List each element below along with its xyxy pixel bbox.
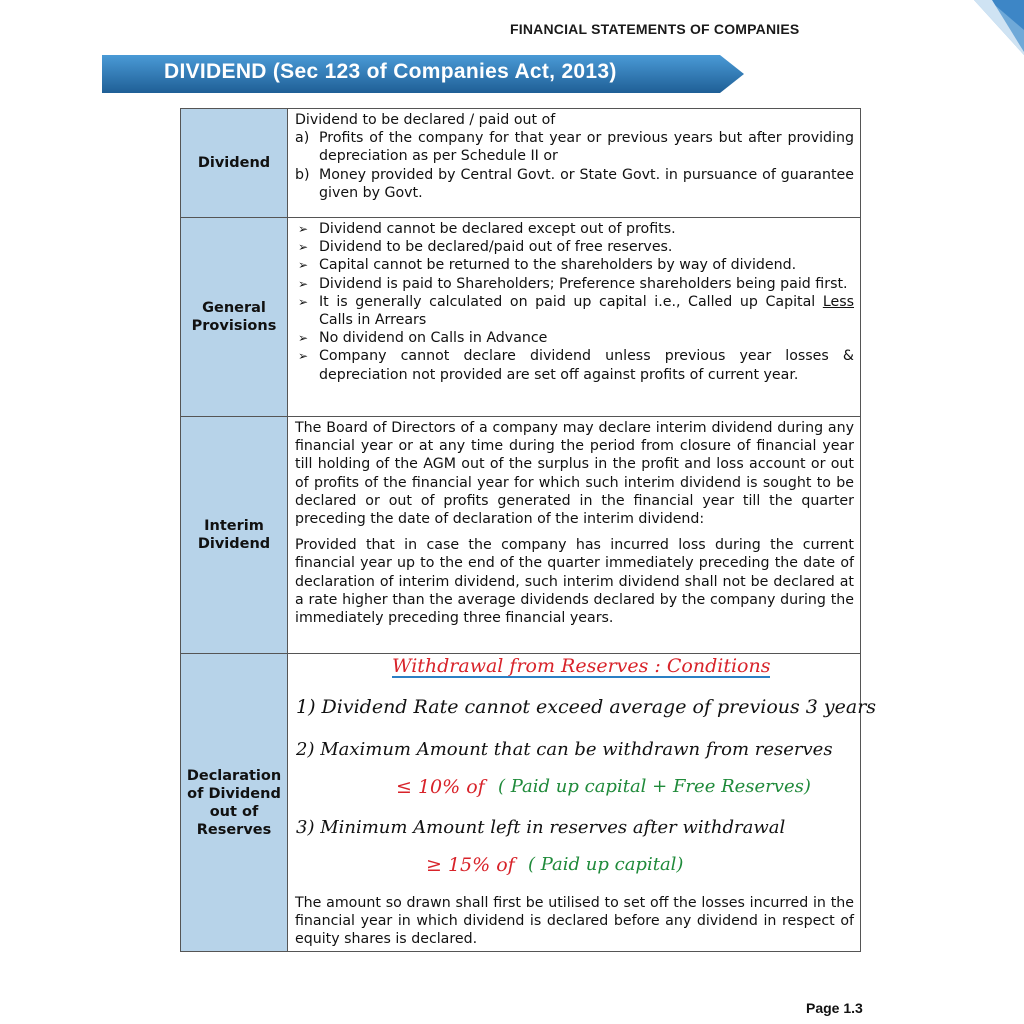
paragraph: Provided that in case the company has incurred loss during the current financial year up to the end of the quarter immediately preceding the date of declaration of interim dividend, such interim dividend shall not be declared at a rate higher than the average dividends declared by the company during the immediately preceding three financial years. bbox=[295, 537, 854, 627]
list-item: ➢ Company cannot declare dividend unless previous year losses & depreciation not provided are set off against profits of current year. bbox=[298, 348, 854, 383]
row-label: General Provisions bbox=[181, 218, 288, 417]
corner-decoration bbox=[864, 0, 1024, 60]
list-item: ➢ It is generally calculated on paid up capital i.e., Called up Capital Less Calls in Arrears bbox=[298, 293, 854, 329]
table-row bbox=[181, 218, 861, 417]
table-row bbox=[181, 417, 861, 654]
table-row bbox=[181, 654, 861, 952]
list-item: b) Money provided by Central Govt. or State Govt. in pursuance of guarantee given by Govt. bbox=[295, 166, 854, 201]
handwritten-green: ( Paid up capital) bbox=[528, 854, 684, 875]
arrow-bullet-icon: ➢ bbox=[298, 240, 309, 255]
paragraph: The Board of Directors of a company may declare interim dividend during any financial year or at any time during the period from closure of financial year till holding of the AGM out of the surplus in the profit and loss account or out of profits of the financial year for which such interim dividend is sought to be declared or out of profits generated in the financial year till the quarter preceding the date of declaration of the interim dividend: bbox=[295, 420, 854, 528]
handwritten-red: ≤ 10% of bbox=[396, 776, 485, 798]
handwritten-red: ≥ 15% of bbox=[426, 854, 515, 876]
page-number: Page 1.3 bbox=[806, 1000, 863, 1016]
row-label: Interim Dividend bbox=[181, 417, 288, 654]
list-item: ➢ Capital cannot be returned to the shareholders by way of dividend. bbox=[298, 257, 797, 274]
section-banner bbox=[102, 55, 744, 93]
handwritten-heading: Withdrawal from Reserves : Conditions bbox=[392, 655, 771, 677]
row-content bbox=[288, 654, 877, 952]
arrow-bullet-icon: ➢ bbox=[298, 331, 309, 346]
intro-text: Dividend to be declared / paid out of bbox=[295, 112, 556, 128]
banner-title: DIVIDEND (Sec 123 of Companies Act, 2013) bbox=[164, 60, 617, 83]
row-content bbox=[288, 417, 861, 654]
list-item: ➢ No dividend on Calls in Advance bbox=[298, 330, 548, 347]
handwritten-line: 2) Maximum Amount that can be withdrawn from reserves bbox=[296, 739, 833, 760]
arrow-bullet-icon: ➢ bbox=[298, 276, 309, 291]
list-item: ➢ Dividend is paid to Shareholders; Preference shareholders being paid first. bbox=[298, 275, 848, 292]
list-item: ➢ Dividend to be declared/paid out of free reserves. bbox=[298, 239, 673, 256]
list-item: ➢ Dividend cannot be declared except out of profits. bbox=[298, 221, 676, 237]
arrow-bullet-icon: ➢ bbox=[298, 349, 309, 364]
table-row bbox=[181, 109, 861, 218]
running-header: FINANCIAL STATEMENTS OF COMPANIES bbox=[510, 21, 800, 37]
handwritten-line: 1) Dividend Rate cannot exceed average of previous 3 years bbox=[296, 696, 877, 718]
handwritten-line: 3) Minimum Amount left in reserves after withdrawal bbox=[296, 817, 786, 838]
arrow-bullet-icon: ➢ bbox=[298, 258, 309, 273]
handwritten-green: ( Paid up capital + Free Reserves) bbox=[498, 776, 811, 797]
arrow-bullet-icon: ➢ bbox=[298, 294, 309, 309]
row-content bbox=[288, 218, 861, 417]
closing-text: The amount so drawn shall first be utilised to set off the losses incurred in the financial year in which dividend is declared before any dividend in respect of equity shares is declared. bbox=[295, 895, 854, 948]
row-content bbox=[288, 109, 861, 218]
dividend-table bbox=[180, 108, 877, 952]
source-list bbox=[295, 129, 854, 202]
row-label: Dividend bbox=[181, 109, 288, 218]
row-label: Declaration of Dividend out of Reserves bbox=[181, 654, 288, 952]
list-item: a) Profits of the company for that year or previous years but after providing depreciation as per Schedule II or bbox=[295, 130, 854, 165]
provisions-list bbox=[295, 220, 854, 384]
arrow-bullet-icon: ➢ bbox=[298, 222, 309, 236]
